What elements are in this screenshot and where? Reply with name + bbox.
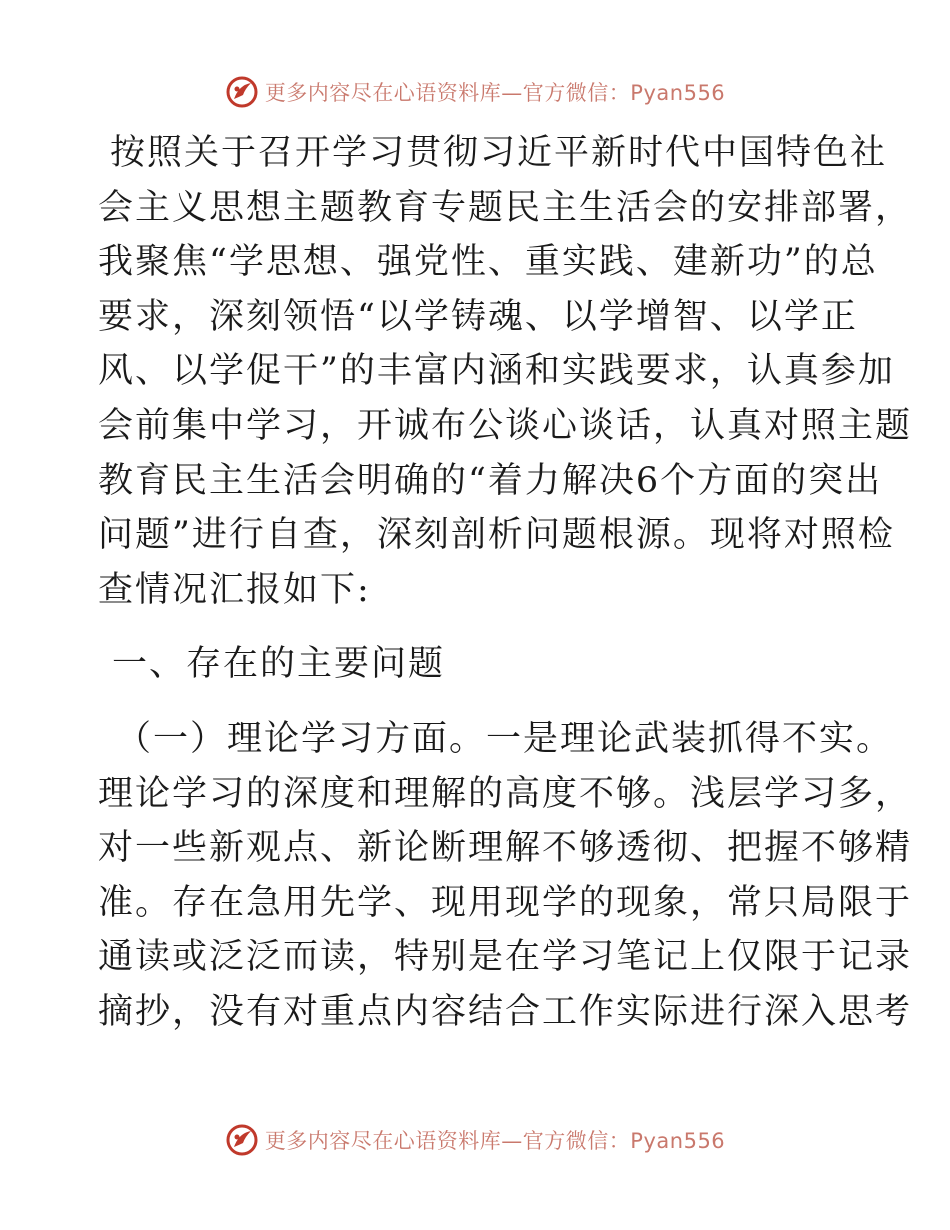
paragraph-line: 通读或泛泛而读，特别是在学习笔记上仅限于记录 [98,937,913,978]
paragraph-line: 会主义思想主题教育专题民主生活会的安排部署， [98,187,913,228]
paragraph-line: 问题”进行自查，深刻剖析问题根源。现将对照检 [98,515,895,556]
watermark-footer [0,1120,950,1160]
paragraph-line: 理论学习的深度和理解的高度不够。浅层学习多， [98,773,913,814]
watermark-text: 更多内容尽在心语资料库—官方微信：Pyan556 [264,1129,726,1153]
paragraph-line: 要求，深刻领悟“以学铸魂、以学增智、以学正 [98,296,858,337]
paragraph-line: 查情况汇报如下: [98,569,371,610]
paragraph-line: （一）理论学习方面。一是理论武装抓得不实。 [116,718,894,759]
paragraph-line: 对一些新观点、新论断理解不够透彻、把握不够精 [98,828,913,869]
logo-icon [225,75,259,109]
logo-icon [225,1123,259,1157]
watermark-text: 更多内容尽在心语资料库—官方微信：Pyan556 [264,81,726,105]
paragraph-line: 我聚焦“学思想、强党性、重实践、建新功”的总 [98,242,878,283]
document-body [98,126,913,1040]
paragraph-line: 准。存在急用先学、现用现学的现象，常只局限于 [98,882,913,923]
paragraph-line: 按照关于召开学习贯彻习近平新时代中国特色社 [110,133,888,173]
paragraph-line: 摘抄，没有对重点内容结合工作实际进行深入思考 [98,991,913,1032]
section-heading: 一、存在的主要问题 [112,644,446,685]
paragraph-line: 风、以学促干”的丰富内涵和实践要求，认真参加 [98,351,895,392]
paragraph-line: 会前集中学习，开诚布公谈心谈话，认真对照主题 [98,405,913,446]
watermark-header [0,72,950,112]
paragraph-line: 教育民主生活会明确的“着力解决6个方面的突出 [98,460,883,501]
spacer [98,617,858,637]
spacer [98,692,858,712]
